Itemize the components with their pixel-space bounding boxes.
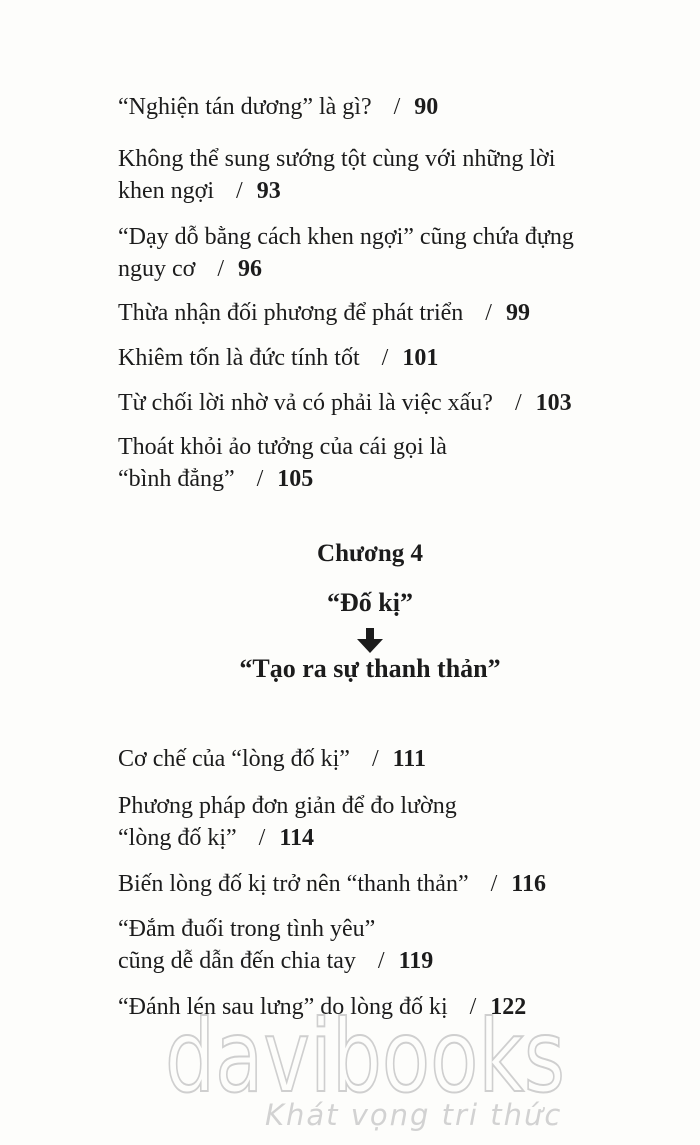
toc-page-number: 90	[414, 94, 439, 120]
toc-separator: /	[377, 948, 385, 974]
toc-separator: /	[236, 178, 243, 204]
toc-page-number: 114	[279, 825, 314, 851]
toc-entry-title: “Nghiện tán dương” là gì? / 90	[118, 94, 439, 120]
toc-entry	[118, 297, 530, 329]
toc-entry-title: Khiêm tốn là đức tính tốt / 101	[118, 345, 439, 371]
toc-separator: /	[514, 390, 522, 416]
toc-entry	[118, 91, 438, 123]
chapter-title-from: “Đố kị”	[327, 588, 413, 617]
toc-entry-title: “bình đẳng” / 105	[118, 466, 314, 492]
toc-page-number: 101	[402, 345, 439, 371]
watermark-logo	[160, 1005, 570, 1105]
toc-separator: /	[217, 256, 225, 282]
toc-entry-title: “Đắm đuối trong tình yêu”	[118, 916, 376, 942]
toc-entry-title: “lòng đố kị” / 114	[118, 825, 314, 851]
arrow-down-icon	[356, 628, 384, 654]
toc-entry-title: Từ chối lời nhờ vả có phải là việc xấu? / 103	[118, 390, 572, 416]
watermark-tagline: Khát vọng tri thức	[265, 1098, 563, 1132]
toc-separator: /	[258, 825, 266, 851]
toc-page-number: 103	[535, 390, 572, 416]
toc-page-number: 105	[277, 466, 314, 492]
toc-page-number: 122	[490, 994, 527, 1020]
toc-entry	[118, 143, 555, 207]
toc-entry	[118, 387, 572, 419]
toc-entry-title: “Đánh lén sau lưng” do lòng đố kị / 122	[118, 994, 527, 1020]
toc-entry	[118, 221, 574, 285]
toc-page-number: 99	[505, 300, 530, 326]
toc-entry-title: Phương pháp đơn giản để đo lường	[118, 793, 457, 819]
toc-page-number: 116	[511, 871, 546, 897]
toc-separator: /	[371, 746, 379, 772]
chapter-title-to: “Tạo ra sự thanh thản”	[239, 654, 501, 683]
toc-page-number: 93	[256, 178, 281, 204]
toc-page-number: 111	[392, 746, 426, 772]
toc-entry	[118, 913, 433, 977]
toc-entry	[118, 743, 426, 775]
toc-entry-title: Không thể sung sướng tột cùng với những lời	[118, 146, 556, 172]
toc-entry-title: Thoát khỏi ảo tưởng của cái gọi là	[118, 434, 447, 460]
toc-separator: /	[490, 871, 498, 897]
toc-entry-title: nguy cơ / 96	[118, 256, 263, 282]
toc-page-number: 96	[238, 256, 263, 282]
toc-separator: /	[485, 300, 492, 326]
toc-entry-title: Biến lòng đố kị trở nên “thanh thản” / 116	[118, 871, 546, 897]
watermark-brand: davibooks	[165, 1005, 565, 1105]
toc-entry	[118, 868, 546, 900]
toc-entry-title: cũng dễ dẫn đến chia tay / 119	[118, 948, 434, 974]
toc-page-number: 119	[398, 948, 434, 974]
chapter-number: Chương 4	[317, 540, 423, 567]
toc-entry	[118, 790, 457, 854]
toc-separator: /	[381, 345, 389, 371]
toc-entry-title: Thừa nhận đối phương để phát triển / 99	[118, 300, 530, 326]
toc-entry-title: “Dạy dỗ bằng cách khen ngợi” cũng chứa đựng	[118, 224, 574, 250]
toc-separator: /	[256, 466, 264, 492]
toc-entry-title: khen ngợi / 93	[118, 178, 281, 204]
toc-entry	[118, 342, 438, 374]
toc-entry	[118, 431, 447, 495]
toc-separator: /	[393, 94, 401, 120]
toc-separator: /	[469, 994, 477, 1020]
toc-entry-title: Cơ chế của “lòng đố kị” / 111	[118, 746, 426, 772]
